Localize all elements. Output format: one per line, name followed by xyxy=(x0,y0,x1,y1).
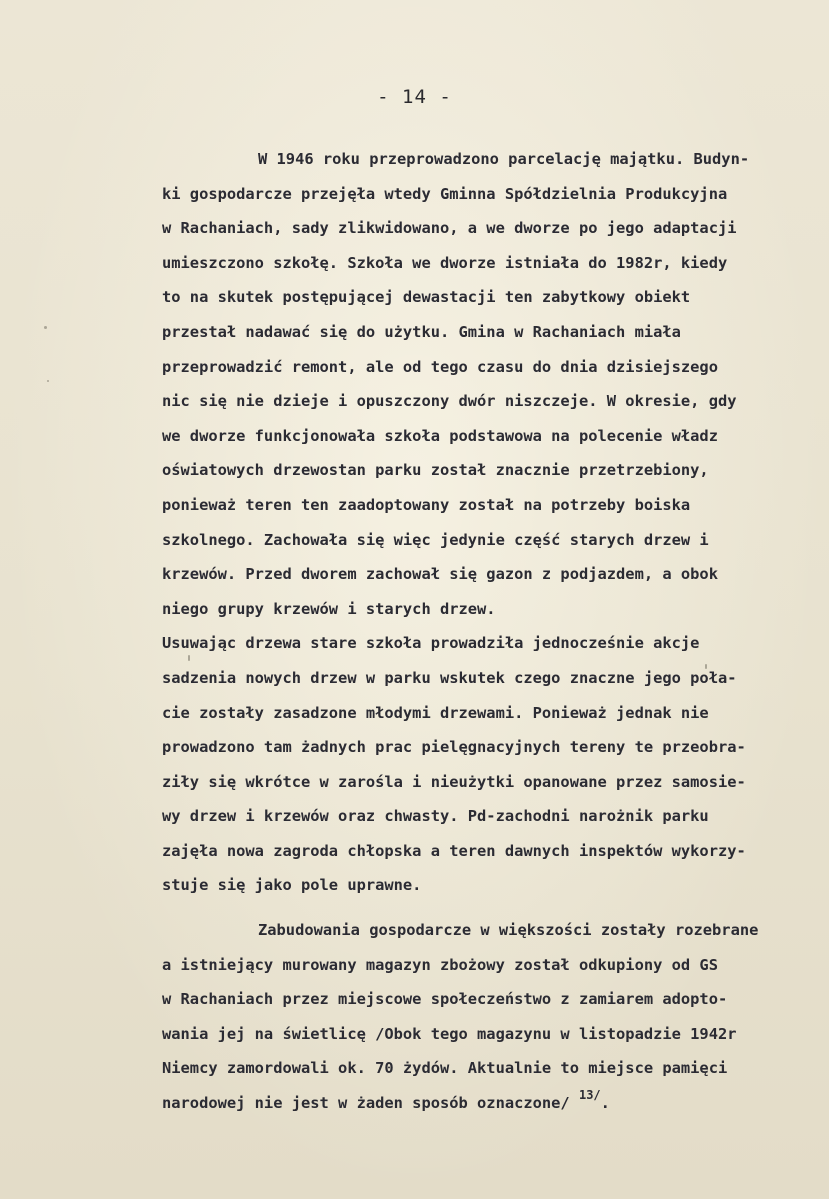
text-line: w Rachaniach przez miejscowe społeczeństwo z zamiarem adopto- xyxy=(162,990,728,1009)
page-number: - 14 - xyxy=(377,86,452,108)
text-line: wania jej na świetlicę /Obok tego magazynu w listopadzie 1942r xyxy=(162,1024,737,1043)
text-line: umieszczono szkołę. Szkoła we dworze istniała do 1982r, kiedy xyxy=(162,253,728,272)
paragraph-3 xyxy=(162,913,814,1121)
text-line: Usuwając drzewa stare szkoła prowadziła jednocześnie akcje xyxy=(162,634,700,653)
text-line: stuje się jako pole uprawne. xyxy=(162,876,422,895)
text-line: we dworze funkcjonowała szkoła podstawowa na polecenie władz xyxy=(162,426,718,445)
text-line: oświatowych drzewostan parku został znacznie przetrzebiony, xyxy=(162,461,709,480)
text-line-final xyxy=(162,1086,814,1121)
text-line: zajęła nowa zagroda chłopska a teren dawnych inspektów wykorzy- xyxy=(162,841,746,860)
text-line: to na skutek postępującej dewastacji ten zabytkowy obiekt xyxy=(162,288,691,307)
paragraph-1 xyxy=(162,142,814,626)
text-line: Niemcy zamordowali ok. 70 żydów. Aktualnie to miejsce pamięci xyxy=(162,1059,728,1078)
text-line: prowadzono tam żadnych prac pielęgnacyjnych tereny te przeobra- xyxy=(162,738,746,757)
text-line: szkolnego. Zachowała się więc jedynie część starych drzew i xyxy=(162,530,709,549)
text-line: przeprowadzić remont, ale od tego czasu do dnia dzisiejszego xyxy=(162,357,718,376)
text-line: sadzenia nowych drzew w parku wskutek czego znaczne jego poła- xyxy=(162,668,737,687)
text-line: niego grupy krzewów i starych drzew. xyxy=(162,599,496,618)
paper-speck xyxy=(47,380,49,382)
footnote-reference: 13/ xyxy=(578,1088,601,1103)
document-body xyxy=(162,142,814,1121)
sentence-end: . xyxy=(600,1094,610,1113)
text-line: ziły się wkrótce w zarośla i nieużytki opanowane przez samosie- xyxy=(162,772,746,791)
text-line: W 1946 roku przeprowadzono parcelację majątku. Budyn- xyxy=(258,150,750,168)
text-line: ki gospodarcze przejęła wtedy Gminna Spółdzielnia Produkcyjna xyxy=(162,184,728,203)
text-line: przestał nadawać się do użytku. Gmina w Rachaniach miała xyxy=(162,322,681,341)
text-line: krzewów. Przed dworem zachował się gazon z podjazdem, a obok xyxy=(162,565,718,584)
text-segment: narodowej nie jest w żaden sposób oznaczone/ xyxy=(162,1094,570,1113)
text-line: ponieważ teren ten zaadoptowany został na potrzeby boiska xyxy=(162,495,691,514)
text-line: Zabudowania gospodarcze w większości zostały rozebrane xyxy=(258,921,759,940)
text-line: cie zostały zasadzone młodymi drzewami. Ponieważ jednak nie xyxy=(162,703,709,722)
text-line: wy drzew i krzewów oraz chwasty. Pd-zachodni narożnik parku xyxy=(162,807,709,826)
text-line: nic się nie dzieje i opuszczony dwór niszczeje. W okresie, gdy xyxy=(162,392,737,411)
text-line: a istniejący murowany magazyn zbożowy został odkupiony od GS xyxy=(162,955,718,974)
paragraph-gap xyxy=(162,903,814,913)
paper-speck xyxy=(44,326,47,329)
text-line: w Rachaniach, sady zlikwidowano, a we dworze po jego adaptacji xyxy=(162,219,737,238)
paragraph-2 xyxy=(162,626,814,903)
